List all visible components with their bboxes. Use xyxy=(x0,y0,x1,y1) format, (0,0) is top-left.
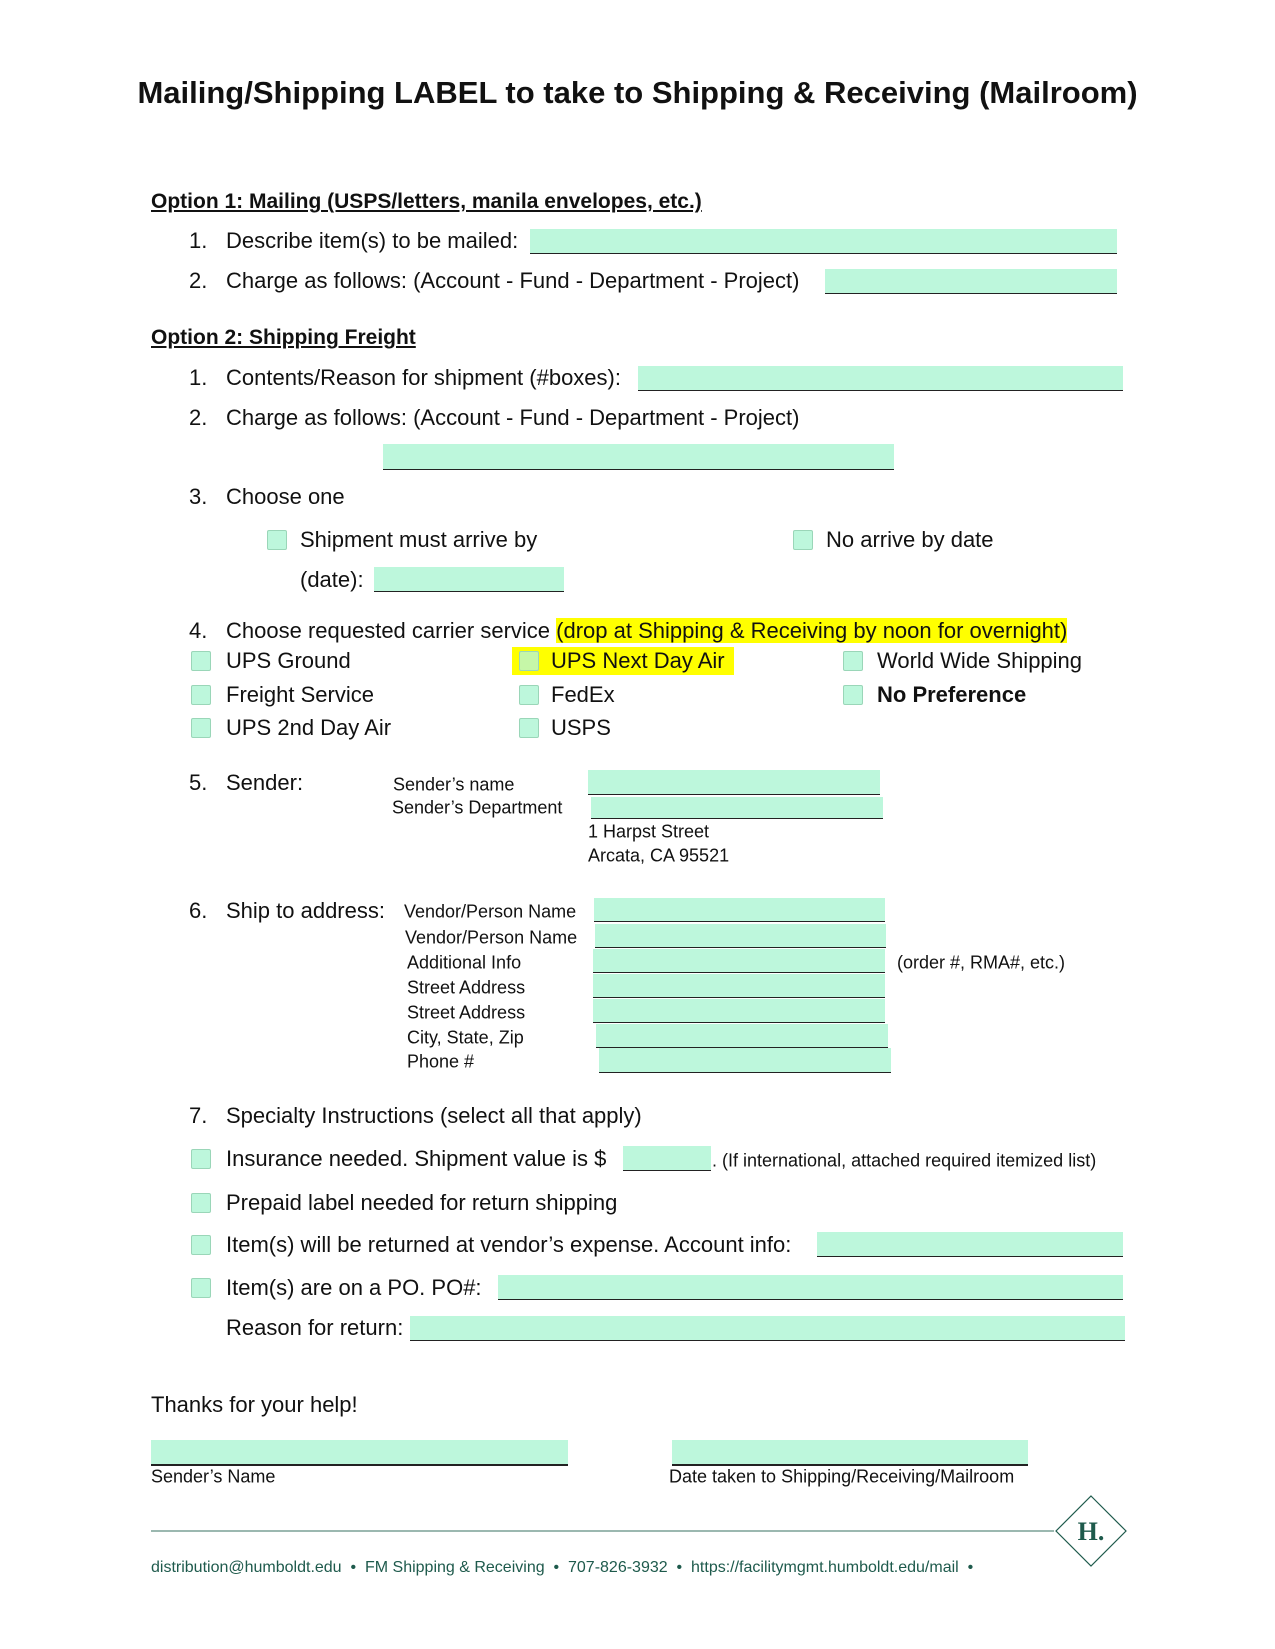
footer-url[interactable]: https://facilitymgmt.humboldt.edu/mail xyxy=(691,1559,959,1576)
vendor-expense-label: Item(s) will be returned at vendor’s expense. Account info: xyxy=(226,1232,792,1257)
ups-next-day-label: UPS Next Day Air xyxy=(551,648,725,673)
charge-label: Charge as follows: (Account - Fund - Department - Project) xyxy=(226,268,800,293)
vendor-expense-checkbox[interactable] xyxy=(191,1235,211,1255)
account-info-field[interactable] xyxy=(817,1232,1123,1257)
footer-email[interactable]: distribution@humboldt.edu xyxy=(151,1559,342,1576)
footer-contact xyxy=(151,1559,973,1577)
fedex-checkbox[interactable] xyxy=(519,685,539,705)
no-preference-label: No Preference xyxy=(877,682,1027,707)
phone-field[interactable] xyxy=(599,1048,891,1073)
street-address-field-2[interactable] xyxy=(593,999,885,1023)
additional-info-note: (order #, RMA#, etc.) xyxy=(897,952,1066,973)
sender-signature-label: Sender’s Name xyxy=(151,1466,276,1487)
contents-field[interactable] xyxy=(638,366,1123,391)
vendor-name-label: Vendor/Person Name xyxy=(404,901,577,922)
sender-name-field[interactable] xyxy=(588,770,880,795)
freight-service-checkbox[interactable] xyxy=(191,685,211,705)
additional-info-field[interactable] xyxy=(593,949,885,973)
footer-dept: FM Shipping & Receiving xyxy=(364,1559,545,1576)
phone-label: Phone # xyxy=(407,1051,475,1072)
footer-phone: 707-826-3932 xyxy=(568,1559,668,1576)
arrive-by-label: Shipment must arrive by xyxy=(300,527,538,552)
ups-ground-label: UPS Ground xyxy=(226,648,351,673)
bullet: • xyxy=(676,1559,683,1576)
arrive-date-field[interactable] xyxy=(374,567,564,592)
date-taken-field[interactable] xyxy=(672,1440,1028,1466)
contents-label: Contents/Reason for shipment (#boxes): xyxy=(226,365,621,390)
ups-2nd-day-checkbox[interactable] xyxy=(191,718,211,738)
sender-address-line2: Arcata, CA 95521 xyxy=(588,845,730,866)
vendor-name-field[interactable] xyxy=(594,898,885,922)
bullet: • xyxy=(350,1559,357,1576)
specialty-instructions-label: Specialty Instructions (select all that apply) xyxy=(226,1103,642,1128)
additional-info-label: Additional Info xyxy=(407,952,522,973)
item-number: 6. xyxy=(189,898,208,923)
ship-to-label: Ship to address: xyxy=(226,898,385,923)
arrive-by-checkbox[interactable] xyxy=(267,530,287,550)
street-address-label-2: Street Address xyxy=(407,1002,526,1023)
sender-dept-label: Sender’s Department xyxy=(392,797,563,818)
sender-dept-field[interactable] xyxy=(591,797,883,819)
page-title: Mailing/Shipping LABEL to take to Shipping & Receiving (Mailroom) xyxy=(137,75,1138,110)
prepaid-label-text: Prepaid label needed for return shipping xyxy=(226,1190,618,1215)
street-address-label: Street Address xyxy=(407,977,526,998)
bullet: • xyxy=(967,1559,974,1576)
bullet: • xyxy=(553,1559,560,1576)
freight-service-label: Freight Service xyxy=(226,682,374,707)
item-number: 1. xyxy=(189,365,208,390)
sender-address-line1: 1 Harpst Street xyxy=(588,821,710,842)
item-number: 3. xyxy=(189,484,208,509)
street-address-field[interactable] xyxy=(593,974,885,998)
city-state-zip-label: City, State, Zip xyxy=(407,1027,524,1048)
item-number: 5. xyxy=(189,770,208,795)
footer-divider xyxy=(151,1530,1054,1532)
carrier-label: Choose requested carrier service xyxy=(226,618,551,643)
world-wide-checkbox[interactable] xyxy=(843,651,863,671)
choose-one-label: Choose one xyxy=(226,484,345,509)
sender-name-label: Sender’s name xyxy=(393,774,515,795)
date-label: (date): xyxy=(300,567,364,592)
vendor-name-label: Vendor/Person Name xyxy=(405,927,578,948)
thanks-text: Thanks for your help! xyxy=(151,1392,358,1417)
po-checkbox[interactable] xyxy=(191,1278,211,1298)
no-arrive-date-checkbox[interactable] xyxy=(793,530,813,550)
overnight-note: (drop at Shipping & Receiving by noon for overnight) xyxy=(556,618,1068,643)
po-number-field[interactable] xyxy=(498,1275,1123,1300)
item-number: 1. xyxy=(189,228,208,253)
carrier-label-row xyxy=(226,618,1067,644)
insurance-label: Insurance needed. Shipment value is $ xyxy=(226,1146,607,1171)
describe-items-label: Describe item(s) to be mailed: xyxy=(226,228,519,253)
ups-ground-checkbox[interactable] xyxy=(191,651,211,671)
sender-signature-field[interactable] xyxy=(151,1440,568,1466)
ups-2nd-day-label: UPS 2nd Day Air xyxy=(226,715,392,740)
item-number: 4. xyxy=(189,618,208,643)
ups-next-day-checkbox[interactable] xyxy=(519,651,539,671)
charge-field-option2[interactable] xyxy=(383,444,894,470)
insurance-checkbox[interactable] xyxy=(191,1149,211,1169)
reason-label: Reason for return: xyxy=(226,1315,404,1340)
usps-label: USPS xyxy=(551,715,611,740)
prepaid-label-checkbox[interactable] xyxy=(191,1193,211,1213)
date-taken-label: Date taken to Shipping/Receiving/Mailroom xyxy=(669,1466,1015,1487)
option1-heading: Option 1: Mailing (USPS/letters, manila envelopes, etc.) xyxy=(151,190,702,213)
item-number: 2. xyxy=(189,405,208,430)
insurance-note: . (If international, attached required itemized list) xyxy=(712,1150,1097,1171)
usps-checkbox[interactable] xyxy=(519,718,539,738)
describe-items-field[interactable] xyxy=(530,229,1117,254)
option2-heading: Option 2: Shipping Freight xyxy=(151,326,416,349)
item-number: 2. xyxy=(189,268,208,293)
no-arrive-date-label: No arrive by date xyxy=(826,527,994,552)
charge-field-option1[interactable] xyxy=(825,269,1117,294)
svg-text:H.: H. xyxy=(1077,1517,1105,1546)
city-state-zip-field[interactable] xyxy=(596,1024,888,1048)
humboldt-logo xyxy=(1055,1495,1127,1567)
vendor-name-field-2[interactable] xyxy=(595,924,886,948)
reason-field[interactable] xyxy=(410,1316,1125,1341)
no-preference-checkbox[interactable] xyxy=(843,685,863,705)
po-label: Item(s) are on a PO. PO#: xyxy=(226,1275,482,1300)
sender-label: Sender: xyxy=(226,770,304,795)
item-number: 7. xyxy=(189,1103,208,1128)
world-wide-label: World Wide Shipping xyxy=(877,648,1083,673)
shipment-value-field[interactable] xyxy=(623,1146,711,1171)
fedex-label: FedEx xyxy=(551,682,615,707)
charge-label: Charge as follows: (Account - Fund - Department - Project) xyxy=(226,405,800,430)
